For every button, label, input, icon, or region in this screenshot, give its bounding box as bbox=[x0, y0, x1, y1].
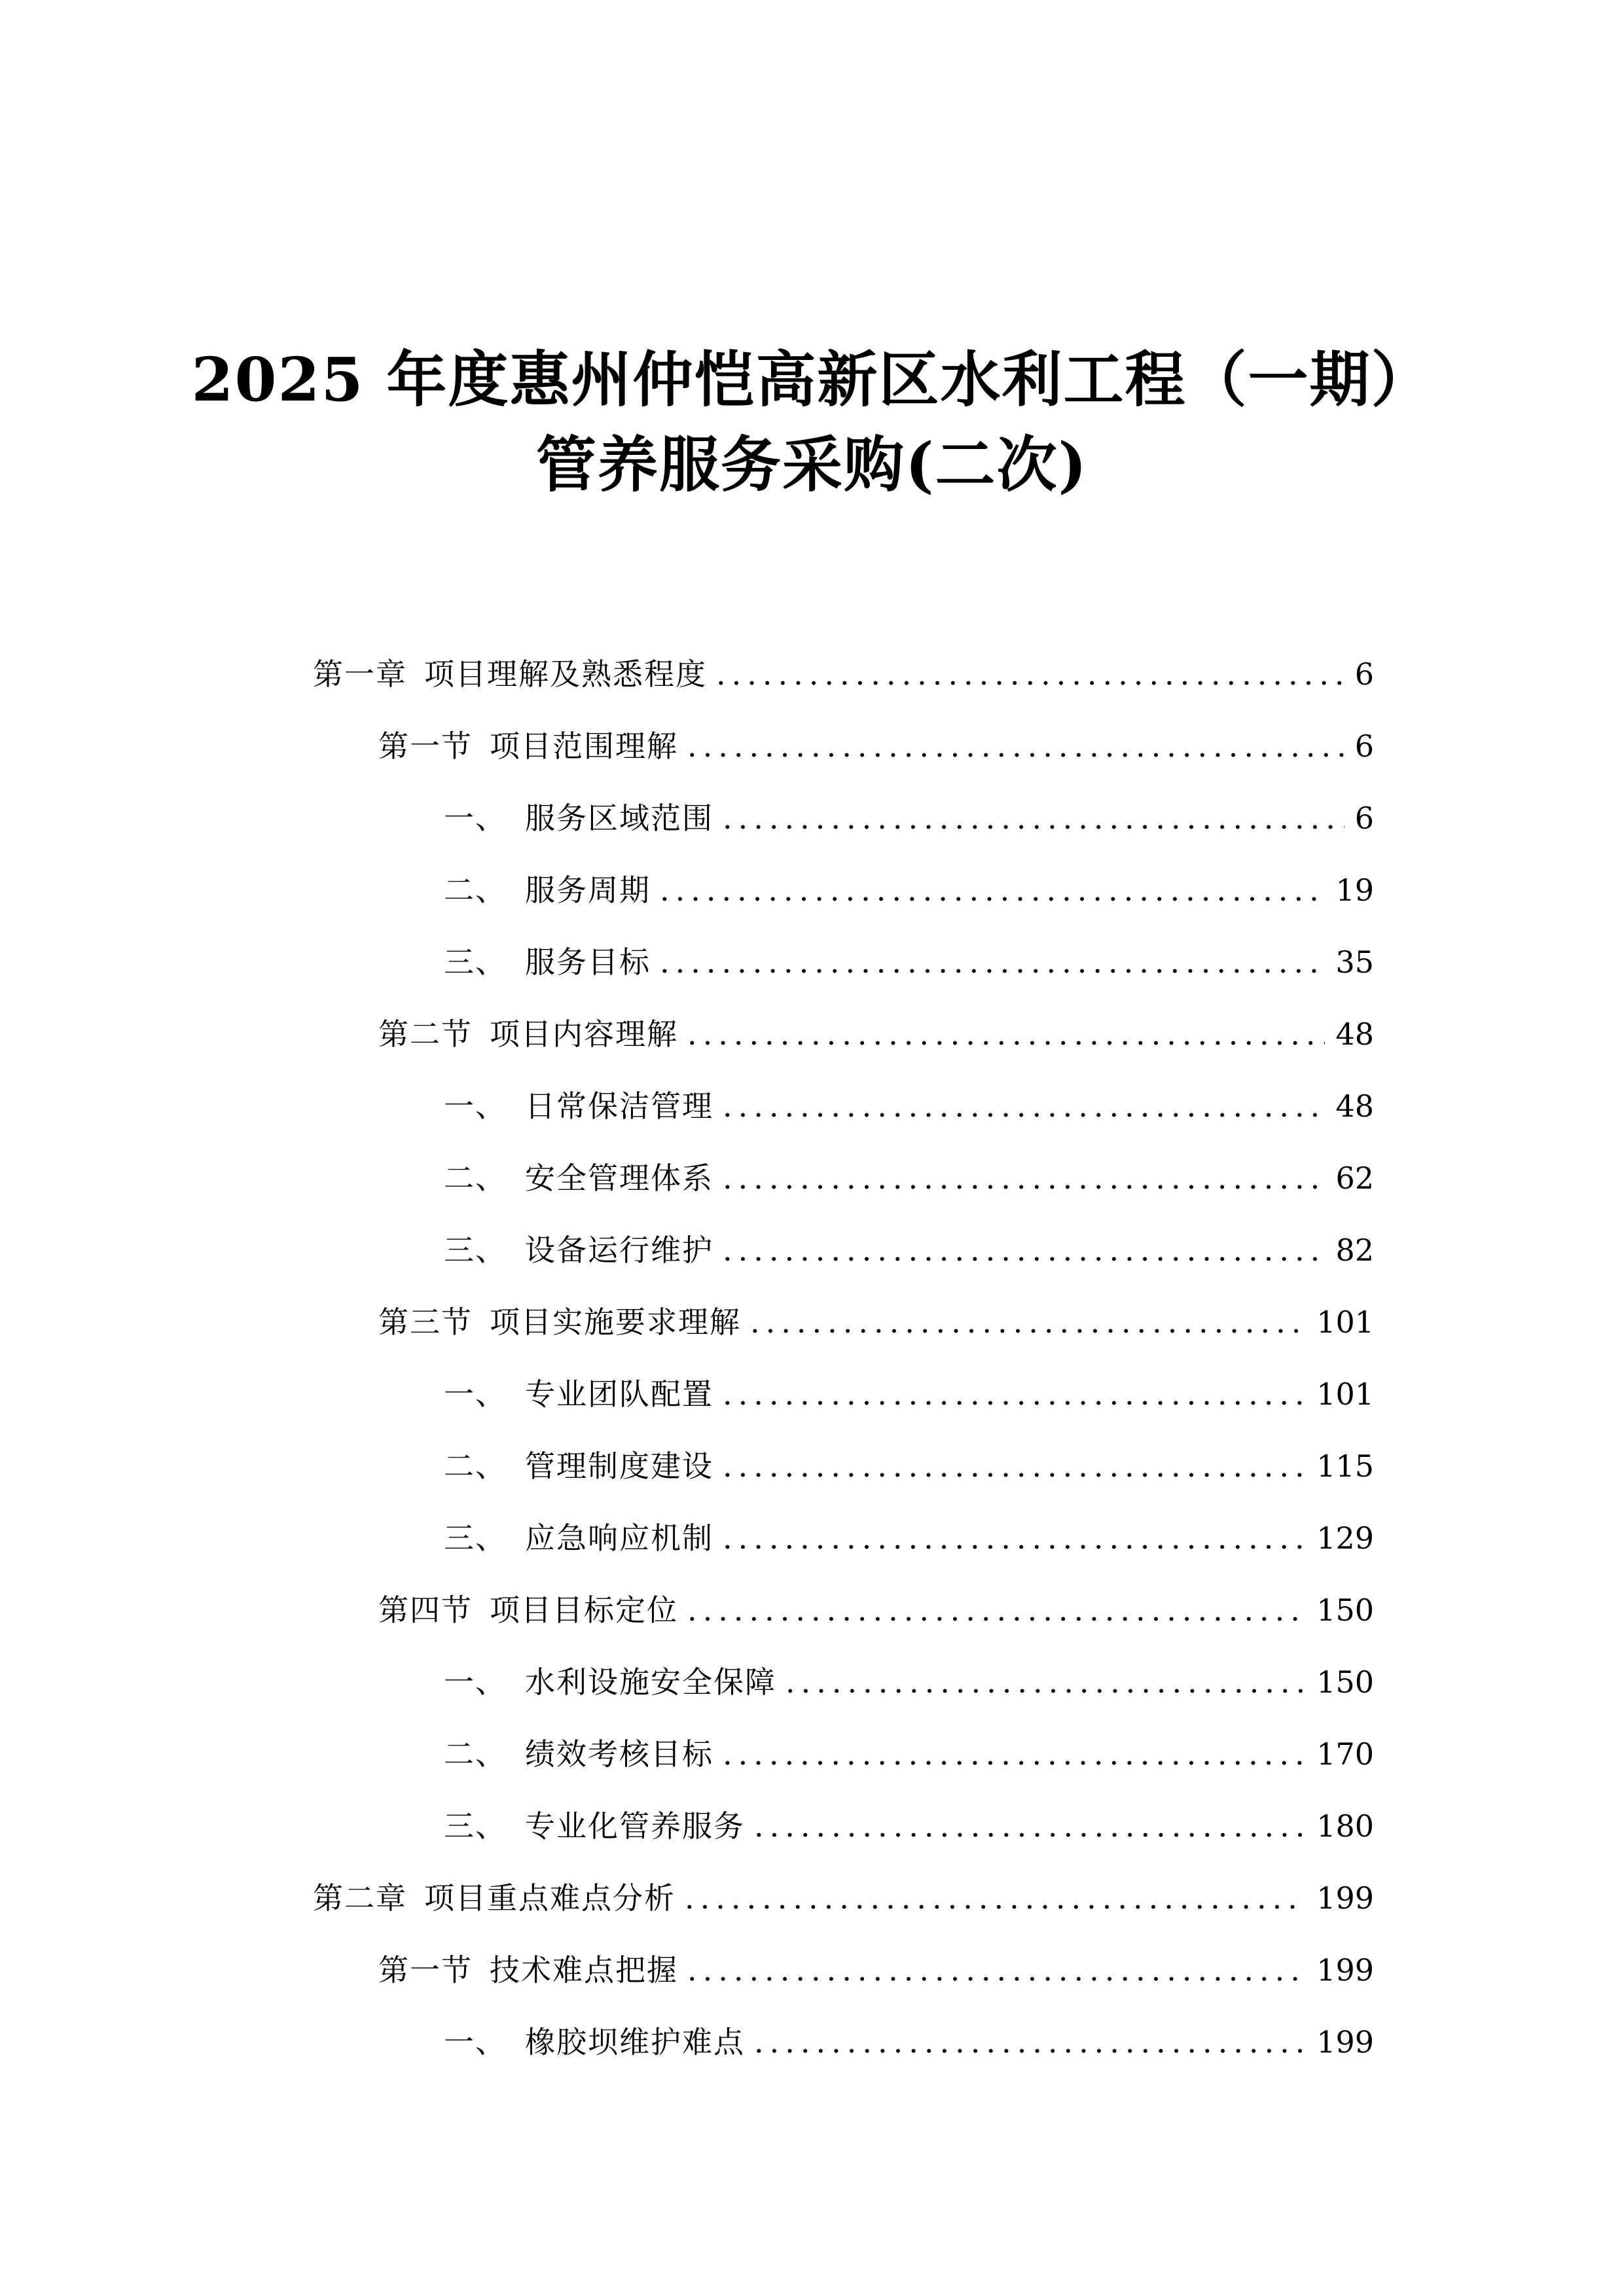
toc-entry[interactable] bbox=[378, 1008, 1374, 1060]
toc-entry[interactable] bbox=[444, 1728, 1374, 1780]
toc-entry-label: 安全管理体系 bbox=[525, 1160, 713, 1196]
toc-entry-page: 101 bbox=[1316, 1376, 1374, 1412]
toc-entry-page: 199 bbox=[1316, 2024, 1374, 2060]
toc-entry-page: 199 bbox=[1316, 1880, 1374, 1916]
toc-entry[interactable] bbox=[313, 1872, 1374, 1924]
toc-entry-number: 第一节 bbox=[378, 1952, 473, 1988]
toc-entry[interactable] bbox=[378, 1296, 1374, 1348]
toc-entry-page: 150 bbox=[1316, 1592, 1374, 1628]
toc-entry-page: 199 bbox=[1316, 1952, 1374, 1988]
toc-entry-label: 项目目标定位 bbox=[490, 1592, 678, 1628]
toc-entry-number: 第二节 bbox=[378, 1016, 473, 1052]
toc-entry[interactable] bbox=[444, 1152, 1374, 1204]
toc-entry[interactable] bbox=[444, 2016, 1374, 2068]
toc-entry-page: 170 bbox=[1316, 1736, 1374, 1772]
toc-entry-label: 专业团队配置 bbox=[525, 1376, 713, 1412]
toc-dot-leader bbox=[687, 720, 1344, 772]
toc-dot-leader bbox=[754, 1800, 1306, 1852]
toc-entry-number: 第三节 bbox=[378, 1304, 473, 1340]
toc-entry-label: 技术难点把握 bbox=[490, 1952, 678, 1988]
toc-entry[interactable] bbox=[444, 1512, 1374, 1564]
toc-entry-page: 180 bbox=[1316, 1808, 1374, 1844]
toc-entry-label: 绩效考核目标 bbox=[525, 1736, 713, 1772]
toc-entry-label: 水利设施安全保障 bbox=[525, 1664, 776, 1700]
toc-entry[interactable] bbox=[444, 1368, 1374, 1420]
toc-entry-label: 设备运行维护 bbox=[525, 1232, 713, 1268]
toc-entry-number: 三、 bbox=[444, 944, 507, 980]
toc-entry-number: 一、 bbox=[444, 1088, 507, 1124]
toc-dot-leader bbox=[723, 1512, 1306, 1564]
toc-entry-number: 一、 bbox=[444, 1664, 507, 1700]
toc-dot-leader bbox=[685, 1872, 1306, 1924]
toc-entry-label: 服务区域范围 bbox=[525, 800, 713, 836]
toc-entry[interactable] bbox=[313, 648, 1374, 700]
toc-entry[interactable] bbox=[378, 720, 1374, 772]
toc-dot-leader bbox=[754, 2016, 1306, 2068]
toc-entry-label: 项目实施要求理解 bbox=[490, 1304, 741, 1340]
toc-entry-number: 一、 bbox=[444, 2024, 507, 2060]
toc-entry-number: 二、 bbox=[444, 1736, 507, 1772]
toc-entry-number: 第一章 bbox=[313, 656, 407, 692]
toc-entry[interactable] bbox=[444, 1800, 1374, 1852]
toc-dot-leader bbox=[785, 1656, 1306, 1708]
toc-entry-page: 6 bbox=[1354, 728, 1374, 764]
toc-entry-label: 项目范围理解 bbox=[490, 728, 678, 764]
toc-dot-leader bbox=[687, 1584, 1306, 1636]
document-title-line2: 管养服务采购(二次) bbox=[535, 429, 1089, 500]
toc-entry-number: 三、 bbox=[444, 1520, 507, 1556]
toc-dot-leader bbox=[723, 1080, 1325, 1132]
toc-dot-leader bbox=[723, 1152, 1325, 1204]
toc-entry-page: 48 bbox=[1335, 1016, 1374, 1052]
toc-dot-leader bbox=[723, 1440, 1306, 1492]
toc-entry-page: 6 bbox=[1354, 656, 1374, 692]
toc-entry-page: 62 bbox=[1335, 1160, 1374, 1196]
toc-entry-label: 服务目标 bbox=[525, 944, 651, 980]
toc-entry-number: 第二章 bbox=[313, 1880, 407, 1916]
toc-dot-leader bbox=[750, 1296, 1306, 1348]
toc-dot-leader bbox=[723, 1728, 1306, 1780]
toc-dot-leader bbox=[723, 1368, 1306, 1420]
toc-dot-leader bbox=[716, 648, 1344, 700]
toc-entry-page: 150 bbox=[1316, 1664, 1374, 1700]
toc-entry-label: 管理制度建设 bbox=[525, 1448, 713, 1484]
toc-entry[interactable] bbox=[444, 1656, 1374, 1708]
toc-entry-label: 项目理解及熟悉程度 bbox=[424, 656, 707, 692]
toc-dot-leader bbox=[687, 1008, 1325, 1060]
toc-dot-leader bbox=[660, 864, 1325, 916]
toc-entry-label: 项目内容理解 bbox=[490, 1016, 678, 1052]
toc-entry-number: 二、 bbox=[444, 872, 507, 908]
toc-entry-number: 二、 bbox=[444, 1160, 507, 1196]
toc-entry-number: 二、 bbox=[444, 1448, 507, 1484]
toc-entry-page: 19 bbox=[1335, 872, 1374, 908]
toc-entry[interactable] bbox=[444, 936, 1374, 988]
toc-entry[interactable] bbox=[444, 792, 1374, 844]
toc-entry-label: 日常保洁管理 bbox=[525, 1088, 713, 1124]
toc-entry-page: 35 bbox=[1335, 944, 1374, 980]
toc-entry-label: 服务周期 bbox=[525, 872, 651, 908]
toc-entry-number: 三、 bbox=[444, 1232, 507, 1268]
toc-entry-number: 第一节 bbox=[378, 728, 473, 764]
toc-entry-label: 橡胶坝维护难点 bbox=[525, 2024, 745, 2060]
toc-entry-label: 项目重点难点分析 bbox=[424, 1880, 676, 1916]
toc-entry-label: 专业化管养服务 bbox=[525, 1808, 745, 1844]
toc-entry-number: 第四节 bbox=[378, 1592, 473, 1628]
document-title-line1: 2025 年度惠州仲恺高新区水利工程（一期） bbox=[191, 344, 1433, 415]
toc-entry-label: 应急响应机制 bbox=[525, 1520, 713, 1556]
toc-dot-leader bbox=[723, 1224, 1325, 1276]
toc-dot-leader bbox=[660, 936, 1325, 988]
toc-dot-leader bbox=[687, 1944, 1306, 1996]
toc-entry[interactable] bbox=[444, 864, 1374, 916]
toc-entry-page: 48 bbox=[1335, 1088, 1374, 1124]
toc-entry[interactable] bbox=[378, 1584, 1374, 1636]
toc-dot-leader bbox=[723, 792, 1344, 844]
toc-entry-page: 115 bbox=[1316, 1448, 1374, 1484]
toc-entry-page: 6 bbox=[1354, 800, 1374, 836]
toc-entry[interactable] bbox=[444, 1080, 1374, 1132]
toc-entry-number: 一、 bbox=[444, 1376, 507, 1412]
toc-entry-page: 82 bbox=[1335, 1232, 1374, 1268]
toc-entry[interactable] bbox=[444, 1224, 1374, 1276]
toc-entry-page: 101 bbox=[1316, 1304, 1374, 1340]
toc-entry-number: 三、 bbox=[444, 1808, 507, 1844]
toc-entry[interactable] bbox=[444, 1440, 1374, 1492]
toc-entry-page: 129 bbox=[1316, 1520, 1374, 1556]
toc-entry[interactable] bbox=[378, 1944, 1374, 1996]
toc-entry-number: 一、 bbox=[444, 800, 507, 836]
